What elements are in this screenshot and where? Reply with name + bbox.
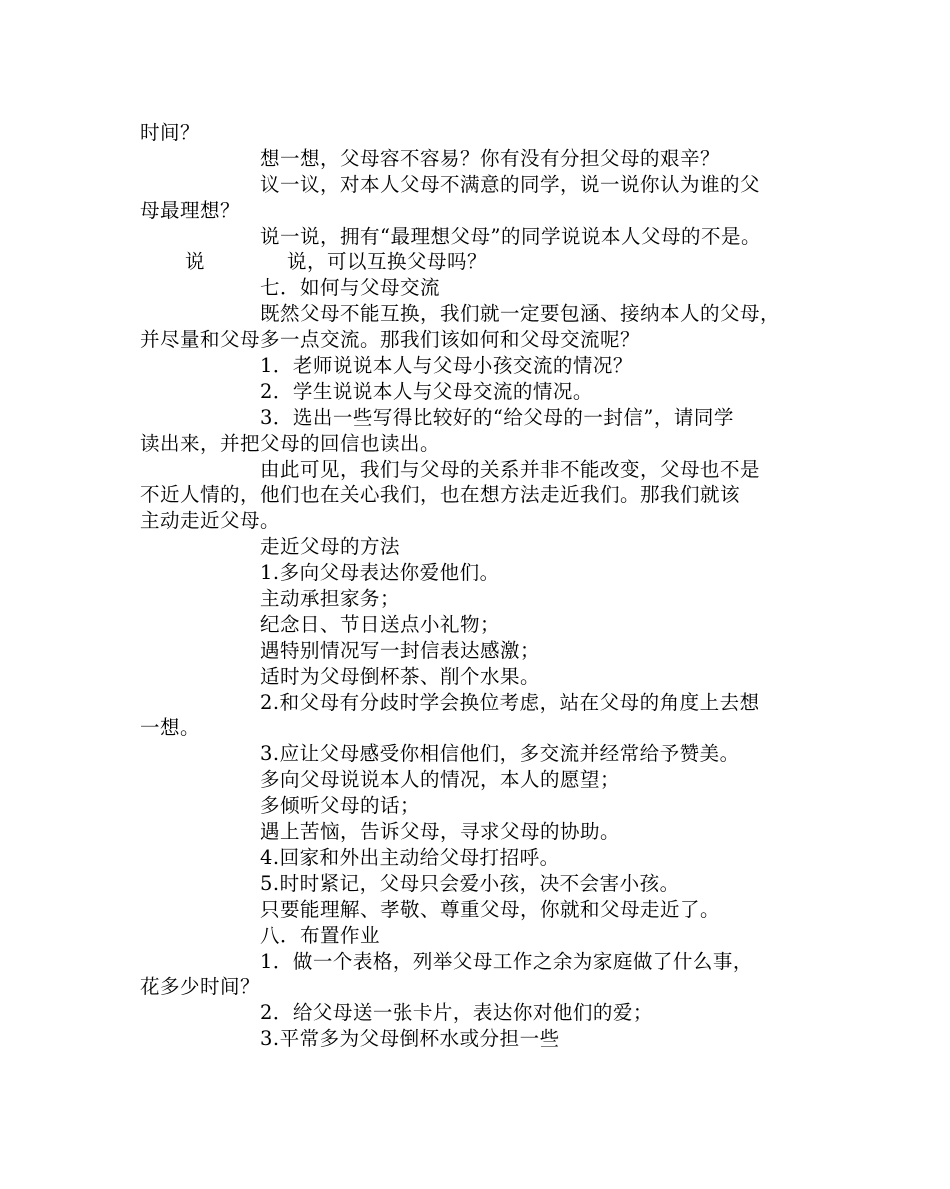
text-line: 既然父母不能互换，我们就一定要包涵、接纳本人的父母， [260, 302, 781, 326]
list-item: 5.时时紧记，父母只会爱小孩，决不会害小孩。 [260, 871, 680, 895]
text-line: 想一想，父母容不容易？你有没有分担父母的艰辛？ [260, 146, 721, 170]
text-line: 多向父母说说本人的情况，本人的愿望； [260, 768, 621, 792]
text-line: 主动承担家务； [260, 587, 401, 611]
text-line: 纪念日、节日送点小礼物； [260, 612, 501, 636]
text-line: 适时为父母倒杯茶、削个水果。 [260, 664, 541, 688]
section-heading: 七．如何与父母交流 [260, 276, 441, 300]
list-item: 1．老师说说本人与父母小孩交流的情况？ [260, 354, 633, 378]
text-line: 说一说，拥有“最理想父母”的同学说说本人父母的不是。 [260, 224, 761, 248]
list-item: 4.回家和外出主动给父母打招呼。 [260, 845, 560, 869]
text-line: 主动走近父母。 [140, 509, 281, 533]
text-line: 不近人情的，他们也在关心我们，也在想方法走近我们。那我们就该 [140, 483, 741, 507]
text-fragment: 说，可以互换父母吗？ [287, 250, 488, 274]
text-line: 时间？ [140, 121, 201, 144]
text-line [140, 249, 820, 275]
list-item: 2．学生说说本人与父母交流的情况。 [260, 379, 593, 403]
text-line: 只要能理解、孝敬、尊重父母，你就和父母走近了。 [260, 897, 721, 921]
text-line: 读出来，并把父母的回信也读出。 [140, 431, 441, 455]
list-item: 1.多向父母表达你爱他们。 [260, 561, 500, 585]
document-body [140, 120, 820, 1052]
text-fragment: 说 [185, 250, 206, 274]
list-item: 3．选出一些写得比较好的“给父母的一封信”，请同学 [260, 405, 734, 429]
list-item: 3.平常多为父母倒杯水或分担一些 [260, 1027, 560, 1051]
list-item: 3.应让父母感受你相信他们，多交流并经常给予赞美。 [260, 742, 740, 766]
text-line: 遇特别情况写一封信表达感激； [260, 638, 541, 662]
list-item: 1．做一个表格，列举父母工作之余为家庭做了什么事， [260, 949, 753, 973]
text-line: 并尽量和父母多一点交流。那我们该如何和父母交流呢？ [140, 328, 641, 352]
text-line: 由此可见，我们与父母的关系并非不能改变，父母也不是 [260, 457, 761, 481]
list-item: 2.和父母有分歧时学会换位考虑，站在父母的角度上去想 [260, 690, 760, 714]
list-item: 2．给父母送一张卡片，表达你对他们的爱； [260, 1001, 653, 1025]
text-line: 议一议，对本人父母不满意的同学，说一说你认为谁的父 [260, 172, 761, 196]
text-line: 花多少时间？ [140, 975, 261, 999]
section-heading: 八．布置作业 [260, 923, 381, 947]
text-line: 母最理想？ [140, 198, 241, 222]
text-line: 一想。 [140, 716, 201, 740]
text-line: 遇上苦恼，告诉父母，寻求父母的协助。 [260, 820, 621, 844]
subheading: 走近父母的方法 [260, 535, 401, 559]
text-line: 多倾听父母的话； [260, 794, 421, 818]
